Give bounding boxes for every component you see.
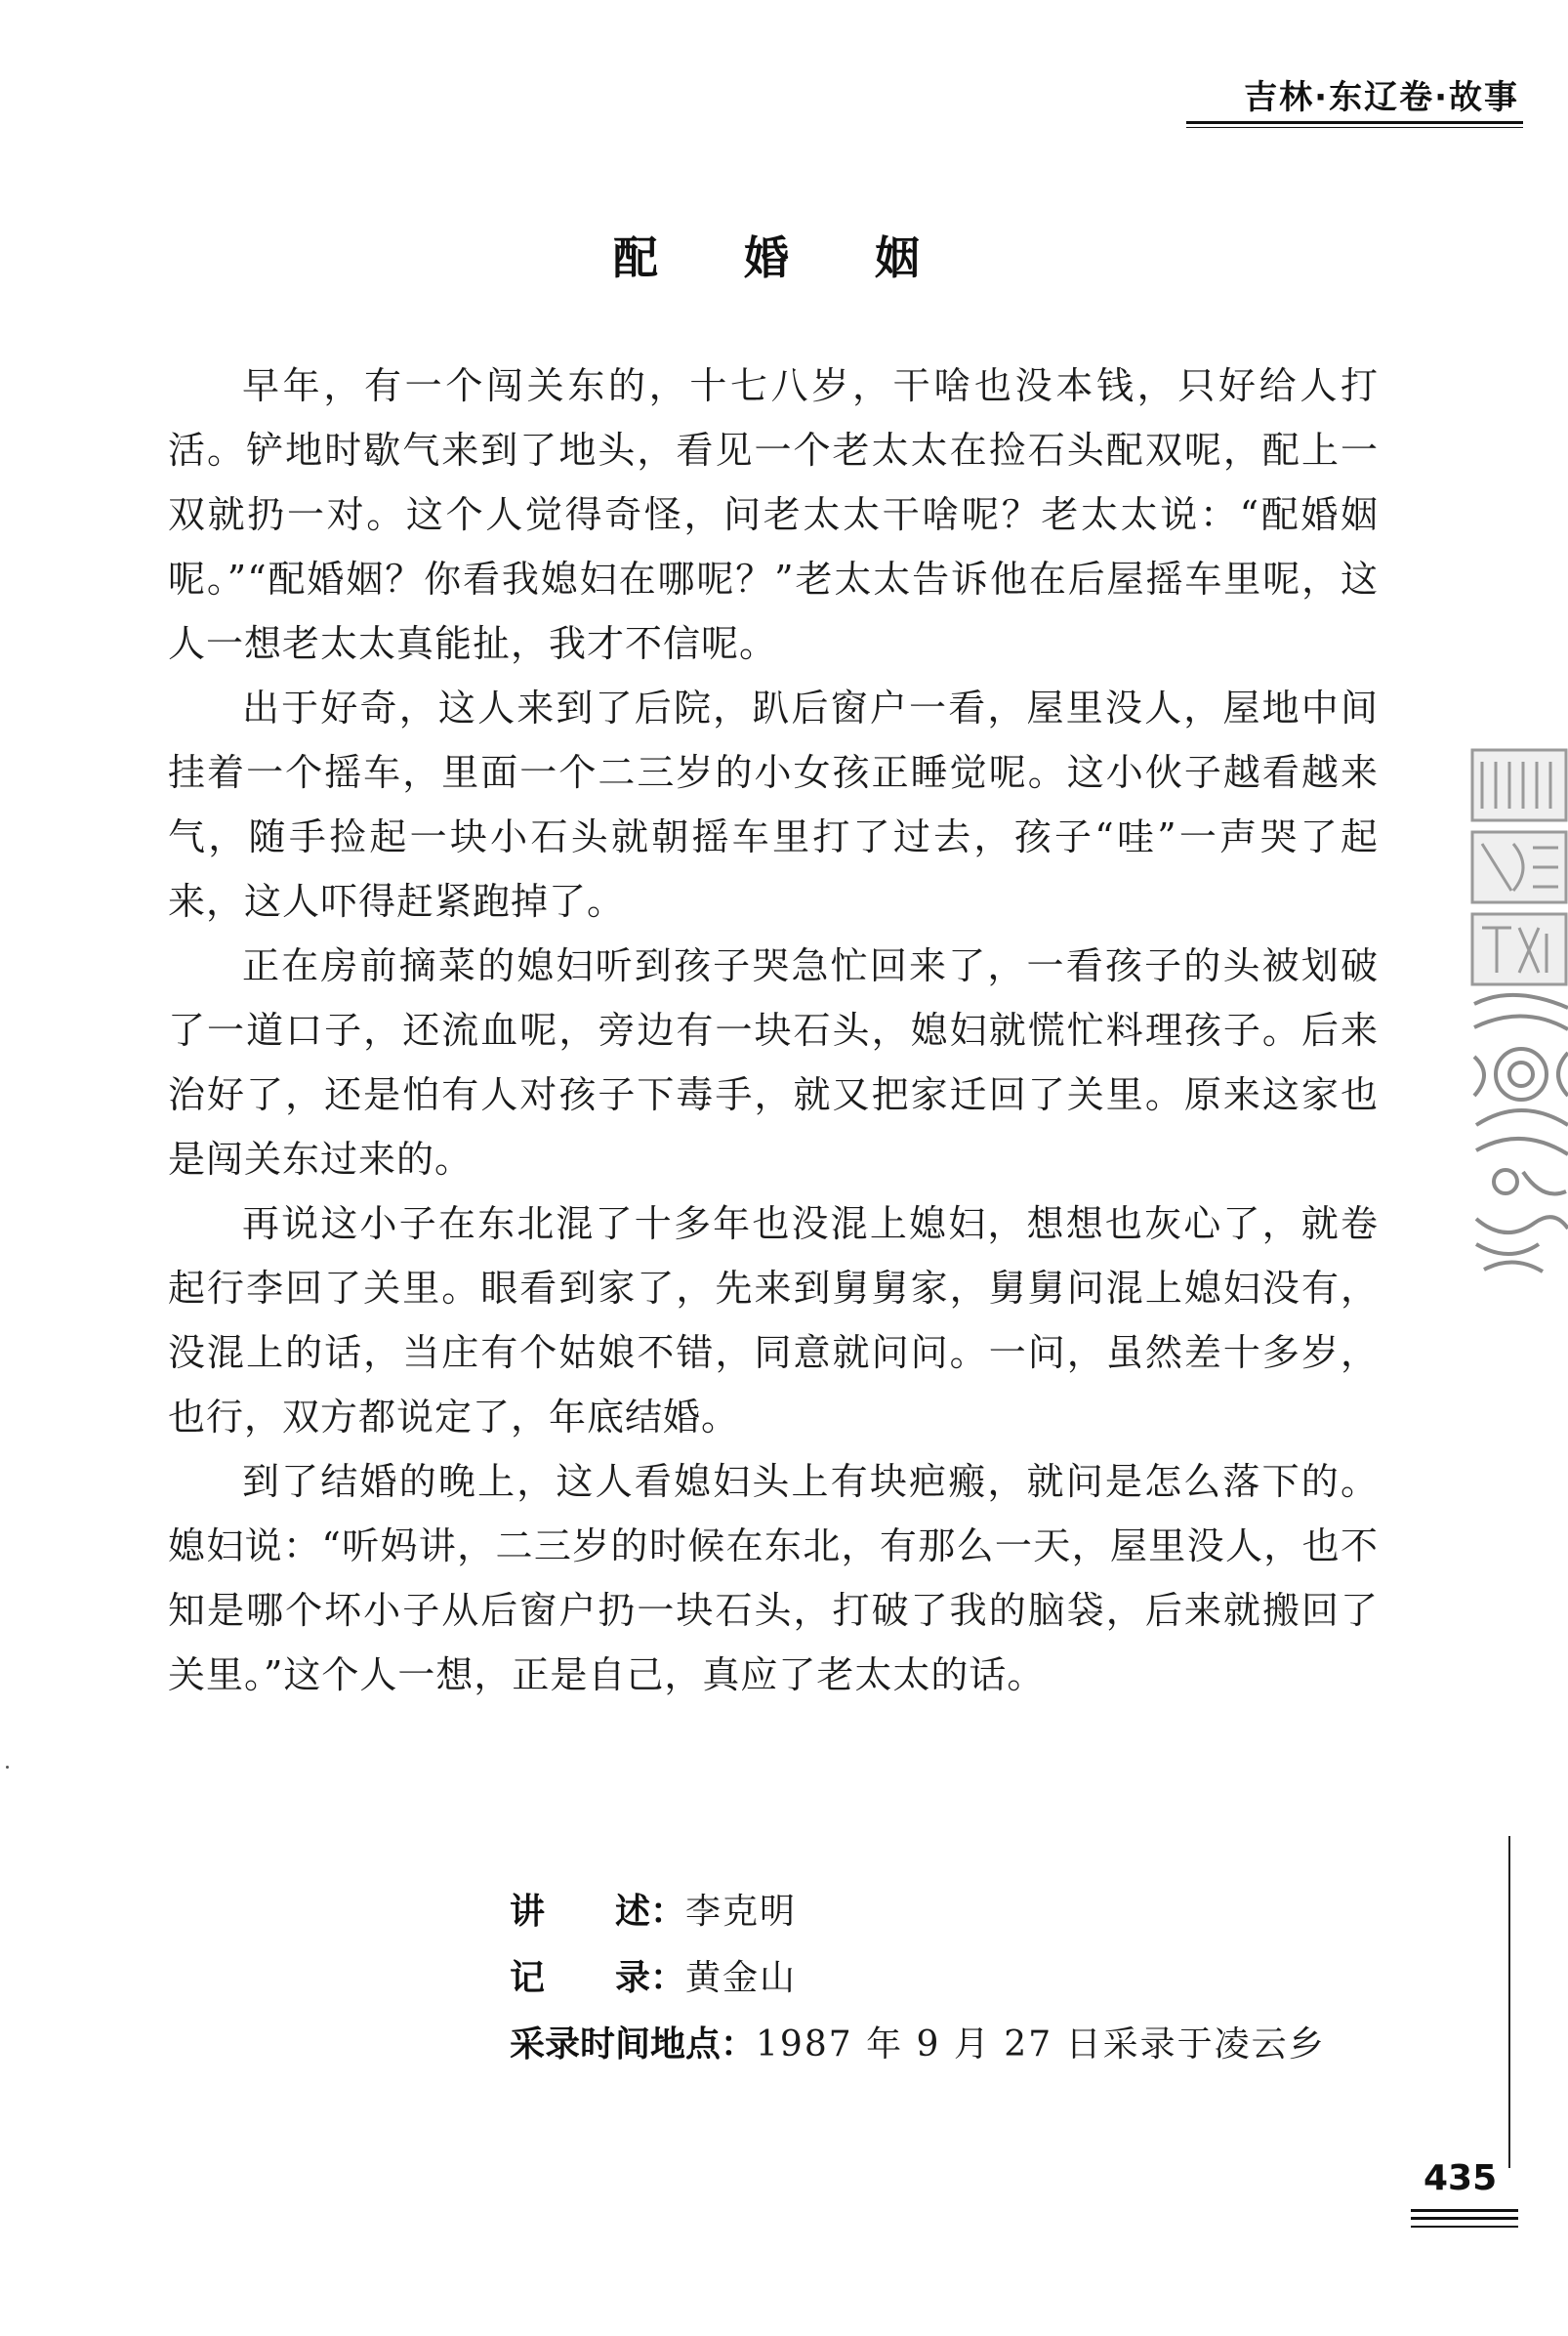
credits-block [510,1875,1326,2074]
paragraph-4: 再说这小子在东北混了十多年也没混上媳妇，想想也灰心了，就卷起行李回了关里。眼看到家了，先来到舅舅家，舅舅问混上媳妇没有，没混上的话，当庄有个姑娘不错，同意就问问。一问，虽然差十多岁，也行，双方都说定了，年底结婚。 [168,1202,1379,1439]
page-number-rule [1411,2209,1518,2212]
story-body [168,354,1379,1707]
credit-recorder [510,1941,1326,2008]
credit-value: 李克明 [685,1891,798,1932]
paragraph-1: 早年，有一个闯关东的，十七八岁，干啥也没本钱，只好给人打活。铲地时歇气来到了地头，看见一个老太太在捡石头配双呢，配上一双就扔一对。这个人觉得奇怪，问老太太干啥呢？老太太说：“配婚姻呢。”“配婚姻？你看我媳妇在哪呢？”老太太告诉他在后屋摇车里呢，这人一想老太太真能扯，我才不信呢。 [168,364,1379,665]
paragraph-2: 出于好奇，这人来到了后院，趴后窗户一看，屋里没人，屋地中间挂着一个摇车，里面一个二三岁的小女孩正睡觉呢。这小伙子越看越来气，随手捡起一块小石头就朝摇车里打了过去，孩子“哇”一声哭了起来，这人吓得赶紧跑掉了。 [168,687,1379,923]
story-title: 配 婚 姻 [612,231,956,284]
scan-speck [6,1766,9,1769]
page-number-rule [1411,2226,1518,2228]
credit-label: 采录时间地点： [510,2023,757,2065]
credit-narrator [510,1875,1326,1941]
paragraph-5: 到了结婚的晚上，这人看媳妇头上有块疤瘢，就问是怎么落下的。媳妇说：“听妈讲，二三岁的时候在东北，有那么一天，屋里没人，也不知是哪个坏小子从后窗户扔一块石头，打破了我的脑袋，后来就搬回了关里。”这个人一想，正是自己，真应了老太太的话。 [168,1460,1379,1696]
paragraph-3: 正在房前摘菜的媳妇听到孩子哭急忙回来了，一看孩子的头被划破了一道口子，还流血呢，旁边有一块石头，媳妇就慌忙料理孩子。后来治好了，还是怕有人对孩子下毒手，就又把家迁回了关里。原来这家也是闯关东过来的。 [168,944,1379,1181]
credit-label: 讲 述： [510,1891,686,1932]
credit-label: 记 录： [510,1957,686,1998]
page-number: 435 [1424,2158,1498,2198]
side-rule [1508,1836,1510,2168]
credit-time-place [510,2008,1326,2074]
page-number-rule [1411,2217,1518,2220]
credit-value: 1987 年 9 月 27 日采录于凌云乡 [756,2023,1326,2065]
folk-culture-emblem-icon [1465,742,1568,1289]
header-rule [1186,121,1523,124]
running-header: 吉林·东辽卷·故事 [1244,78,1519,117]
header-rule-thin [1186,127,1523,128]
credit-value: 黄金山 [685,1957,798,1998]
